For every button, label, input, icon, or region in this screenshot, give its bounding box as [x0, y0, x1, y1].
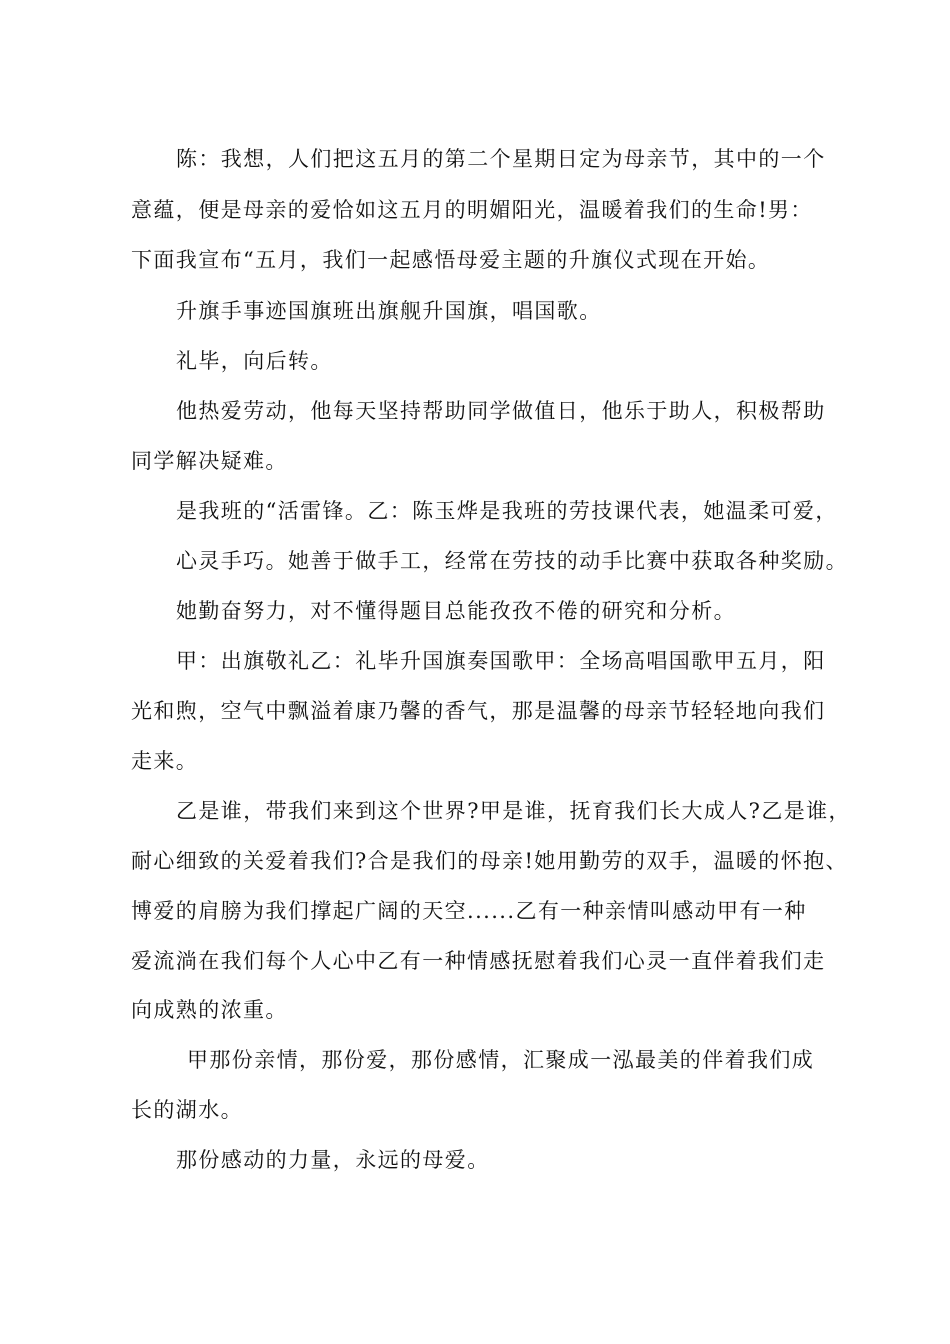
- text-line: 他热爱劳动，他每天坚持帮助同学做值日，他乐于助人，积极帮助: [176, 399, 826, 423]
- text-line: 乙是谁，带我们来到这个世界?甲是谁，抚育我们长大成人?乙是谁，: [176, 799, 851, 823]
- text-line: 耐心细致的关爱着我们?合是我们的母亲!她用勤劳的双手，温暖的怀抱、: [131, 849, 848, 873]
- text-line: 心灵手巧。她善于做手工，经常在劳技的动手比赛中获取各种奖励。: [176, 549, 848, 573]
- text-line: 走来。: [131, 749, 199, 773]
- text-line: 向成熟的浓重。: [131, 998, 288, 1022]
- text-line: 同学解决疑难。: [131, 449, 288, 473]
- text-line: 长的湖水。: [131, 1098, 243, 1122]
- text-line: 爱流淌在我们每个人心中乙有一种情感抚慰着我们心灵一直伴着我们走: [131, 949, 826, 973]
- text-line: 下面我宣布“五月，我们一起感悟母爱主题的升旗仪式现在开始。: [131, 248, 771, 272]
- text-line: 博爱的肩膀为我们撑起广阔的天空......乙有一种亲情叫感动甲有一种: [131, 899, 807, 923]
- text-line: 她勤奋努力，对不懂得题目总能孜孜不倦的研究和分析。: [176, 599, 736, 623]
- text-line: 那份感动的力量，永远的母爱。: [176, 1148, 490, 1172]
- text-line: 礼毕，向后转。: [176, 349, 333, 373]
- text-line: 意蕴，便是母亲的爱恰如这五月的明媚阳光，温暖着我们的生命!男：: [131, 198, 813, 222]
- text-line: 陈：我想，人们把这五月的第二个星期日定为母亲节，其中的一个: [176, 147, 826, 171]
- text-line: 是我班的“活雷锋。乙：陈玉烨是我班的劳技课代表，她温柔可爱，: [176, 499, 838, 523]
- text-line: 升旗手事迹国旗班出旗舰升国旗，唱国歌。: [176, 299, 602, 323]
- text-line: 甲那份亲情，那份爱，那份感情，汇聚成一泓最美的伴着我们成: [187, 1048, 815, 1072]
- text-line: 甲：出旗敬礼乙：礼毕升国旗奏国歌甲：全场高唱国歌甲五月，阳: [176, 649, 826, 673]
- text-line: 光和煦，空气中飘溢着康乃馨的香气，那是温馨的母亲节轻轻地向我们: [131, 699, 826, 723]
